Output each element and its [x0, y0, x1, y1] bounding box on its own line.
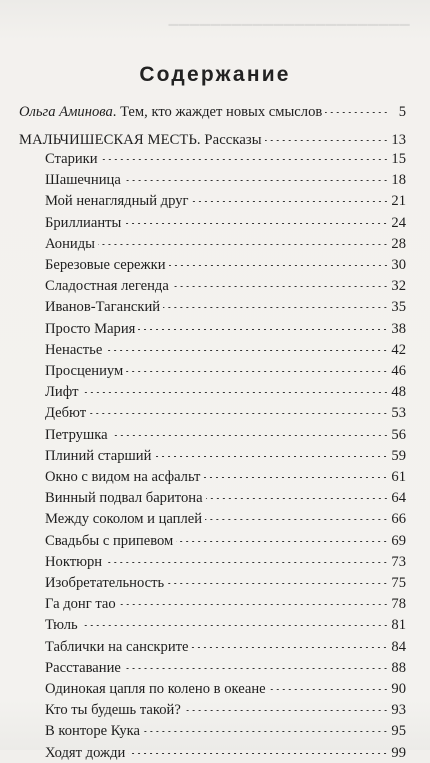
toc-page-number: 15: [391, 151, 406, 167]
toc-page-number: 13: [391, 132, 406, 148]
toc-entry-title: Просцениум: [45, 363, 124, 379]
toc-entry-title: В конторе Кука: [45, 723, 141, 740]
toc-entry[interactable]: [19, 403, 406, 423]
toc-entry[interactable]: [19, 594, 406, 614]
toc-page-number: 66: [391, 511, 406, 528]
toc-entry-label: [19, 102, 322, 122]
toc-entry[interactable]: [19, 382, 406, 402]
toc-entry-title: Кто ты будешь такой?: [45, 702, 181, 719]
toc-page-number: 90: [391, 681, 406, 697]
toc-entry[interactable]: [19, 721, 406, 741]
leader-dots: [154, 456, 388, 457]
toc-entry[interactable]: [19, 658, 406, 678]
toc-entry[interactable]: [19, 615, 406, 635]
leader-dots: [191, 647, 388, 648]
leader-dots: [184, 710, 389, 711]
toc-page-number: 73: [391, 553, 406, 570]
toc-entry-title: Иванов-Таганский: [45, 299, 161, 316]
toc-entry[interactable]: [19, 446, 406, 466]
toc-entry[interactable]: [19, 425, 406, 445]
leader-dots: [269, 689, 389, 690]
section-title: МАЛЬЧИШЕСКАЯ МЕСТЬ. Рассказы: [19, 132, 262, 148]
toc-page-number: 61: [391, 469, 406, 485]
intro-author: Ольга Аминова: [19, 104, 113, 120]
toc-page-number: 81: [391, 617, 406, 634]
toc-page-number: 78: [391, 596, 406, 613]
toc-entry[interactable]: [19, 637, 406, 657]
toc-entry-title: Изобретательность: [45, 575, 165, 591]
toc-page-number: 42: [391, 341, 406, 358]
toc-entry-title: Аониды: [45, 235, 95, 252]
toc-entry[interactable]: [19, 319, 406, 339]
toc-entry[interactable]: [19, 255, 406, 275]
toc-entry-title: Одинокая цапля по колено в океане: [45, 681, 266, 697]
toc-entry-title: Расставание: [45, 659, 121, 676]
leader-dots: [192, 201, 389, 202]
toc-page-number: 38: [391, 320, 406, 337]
leader-dots: [105, 562, 388, 563]
toc-page-number: 32: [391, 278, 406, 295]
toc-entry-title: Ненастье: [45, 341, 103, 358]
leader-dots: [163, 307, 388, 308]
toc-page-number: 5: [398, 104, 406, 120]
leader-dots: [138, 329, 388, 330]
toc-entry-title: Лифт: [45, 384, 79, 401]
toc-page-number: 24: [391, 214, 406, 231]
leader-dots: [143, 731, 388, 732]
toc-entry-title: Свадьбы с припевом: [45, 532, 174, 549]
toc-entry-title: Винный подвал баритона: [45, 490, 203, 507]
toc-page-number: 88: [391, 659, 406, 676]
toc-entry[interactable]: [19, 488, 406, 508]
toc-page-number: 35: [391, 299, 406, 316]
toc-heading: Содержание: [139, 63, 291, 86]
toc-page-number: 75: [391, 575, 406, 591]
leader-dots: [111, 435, 389, 436]
toc-page-number: 28: [391, 235, 406, 252]
toc-entry-title: Дебют: [45, 405, 87, 422]
leader-dots: [124, 180, 389, 181]
leader-dots: [98, 244, 388, 245]
toc-entry-title: Мой ненаглядный друг: [45, 193, 189, 210]
toc-entry[interactable]: [19, 679, 406, 699]
toc-entry[interactable]: [19, 743, 406, 763]
toc-entry-title: Просто Мария: [45, 320, 136, 337]
show-through-text: [20, 0, 410, 44]
leader-dots: [169, 265, 389, 266]
toc-entry[interactable]: [19, 234, 406, 254]
toc-entry-title: Плиний старший: [45, 447, 152, 464]
leader-dots: [101, 159, 389, 160]
toc-entry-title: Ходят дожди: [45, 744, 126, 761]
toc-page-number: 84: [391, 638, 406, 655]
leader-dots: [325, 112, 389, 113]
leader-dots: [205, 519, 388, 520]
toc-entry[interactable]: [19, 700, 406, 720]
toc-entry[interactable]: [19, 531, 406, 551]
toc-entry[interactable]: [19, 340, 406, 360]
leader-dots: [167, 583, 388, 584]
toc-entry-title: Сладостная легенда: [45, 278, 169, 295]
toc-page-number: 56: [391, 426, 406, 443]
leader-dots: [82, 392, 389, 393]
toc-entry-title: Березовые сережки: [45, 257, 166, 273]
leader-dots: [265, 140, 389, 141]
toc-page-number: 95: [391, 723, 406, 740]
toc-entry[interactable]: [19, 509, 406, 529]
toc-entry[interactable]: [19, 276, 406, 296]
toc-page-number: 59: [391, 447, 406, 464]
toc-page-number: 64: [391, 490, 406, 507]
toc-entry-title: Между соколом и цаплей: [45, 511, 203, 528]
toc-page-number: 99: [391, 744, 406, 761]
toc-entry-title: Старики: [45, 151, 98, 167]
leader-dots: [128, 753, 388, 754]
toc-entry[interactable]: [19, 361, 406, 381]
toc-page-number: 93: [391, 702, 406, 719]
toc-entry[interactable]: [19, 573, 406, 593]
toc-entry[interactable]: [19, 213, 406, 233]
toc-entry[interactable]: [19, 297, 406, 317]
toc-page-number: 21: [391, 193, 406, 210]
toc-entry[interactable]: [19, 149, 406, 169]
toc-entry-title: Шашечница: [45, 172, 121, 189]
toc-entry-section[interactable]: [19, 130, 406, 150]
leader-dots: [176, 541, 388, 542]
toc-page-number: 46: [391, 363, 406, 379]
leader-dots: [124, 223, 388, 224]
leader-dots: [206, 498, 389, 499]
leader-dots: [126, 371, 388, 372]
toc-page-number: 53: [391, 405, 406, 422]
toc-page-number: 18: [391, 172, 406, 189]
toc-entry[interactable]: [19, 191, 406, 211]
toc-entry-title: Бриллианты: [45, 214, 122, 231]
toc-entry[interactable]: [19, 170, 406, 190]
leader-dots: [172, 286, 389, 287]
leader-dots: [81, 625, 389, 626]
toc-entry-intro[interactable]: [19, 102, 406, 122]
toc-page-number: 48: [391, 384, 406, 401]
toc-page-number: 69: [391, 532, 406, 549]
toc-entry-title: Ноктюрн: [45, 553, 103, 570]
intro-title: . Тем, кто жаждет новых смыслов: [112, 104, 323, 120]
toc-entry-title: Тюль: [45, 617, 78, 634]
toc-entry[interactable]: [19, 467, 406, 487]
toc-entry-title: Окно с видом на асфальт: [45, 469, 201, 485]
toc-entry[interactable]: [19, 552, 406, 572]
leader-dots: [119, 604, 389, 605]
toc-page-number: 30: [391, 257, 406, 273]
show-through-line: ▔▔▔▔▔▔▔▔▔▔▔▔▔▔▔▔▔▔▔▔▔▔▔: [168, 24, 410, 39]
leader-dots: [105, 350, 388, 351]
toc-entry-title: Петрушка: [45, 426, 108, 443]
toc-entry-title: Таблички на санскрите: [45, 638, 189, 655]
leader-dots: [124, 668, 389, 669]
leader-dots: [89, 413, 388, 414]
leader-dots: [203, 477, 388, 478]
toc-entry-title: Га донг тао: [45, 596, 116, 613]
